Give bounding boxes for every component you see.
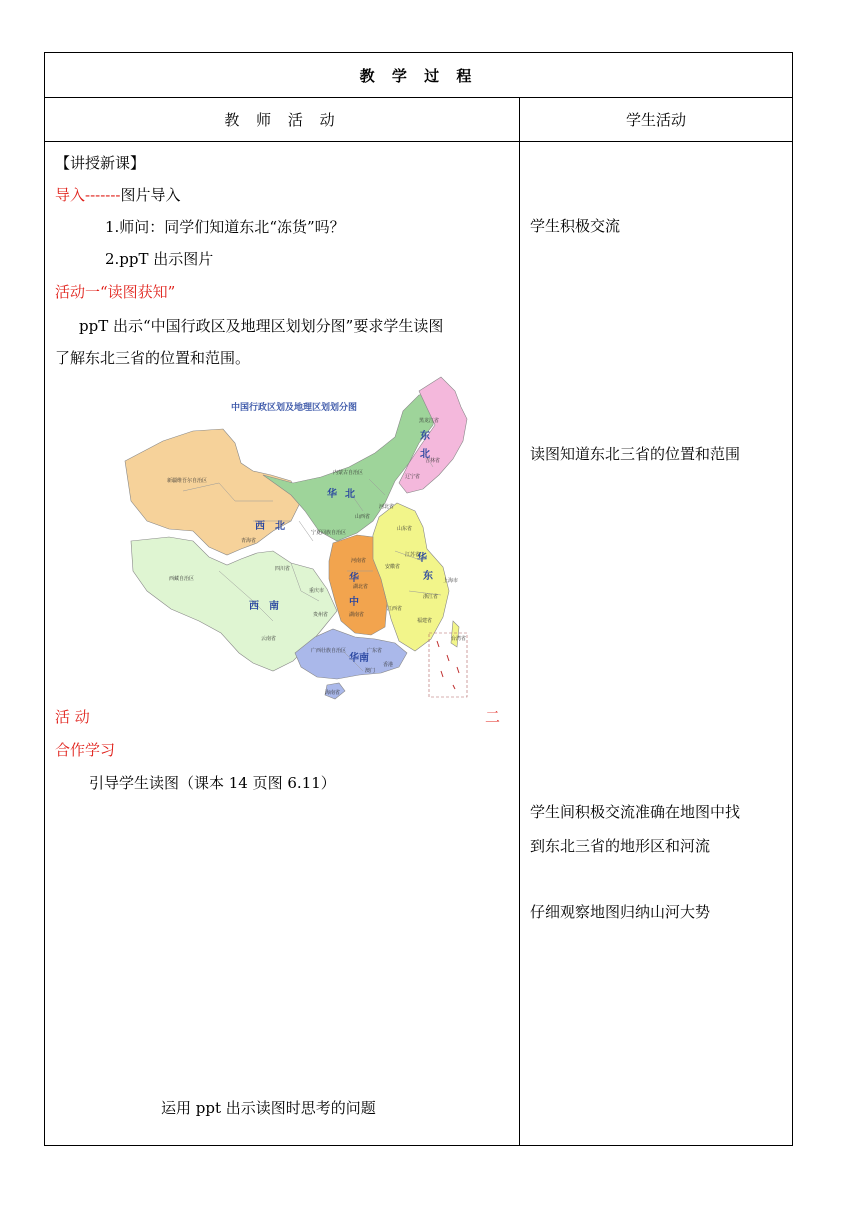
prov-xinjiang: 新疆维吾尔自治区 <box>167 478 208 484</box>
prov-jiangsu: 江苏省 <box>405 552 421 558</box>
question-2: 2.ppT 出示图片 <box>105 250 214 268</box>
label-northeast-2: 北 <box>420 449 430 460</box>
teacher-column-header: 教 师 活 动 <box>224 111 341 129</box>
prov-heilongjiang: 黑龙江省 <box>419 418 440 424</box>
lesson-table <box>44 52 793 1146</box>
prov-hainan: 海南省 <box>325 690 341 696</box>
prov-guangxi: 广西壮族自治区 <box>311 648 347 654</box>
question-1: 1.师问：同学们知道东北“冻货”吗？ <box>105 218 345 236</box>
label-east-2: 东 <box>423 571 433 582</box>
region-northwest <box>125 429 301 555</box>
prov-jiangxi: 江西省 <box>387 606 403 612</box>
activity-2-heading-left: 活 动 <box>55 708 90 726</box>
prov-guizhou: 贵州省 <box>313 612 329 618</box>
activity-1-text-2: 了解东北三省的位置和范围。 <box>55 349 251 367</box>
student-activity-1: 学生积极交流 <box>530 217 621 235</box>
activity-1-heading: 活动一“读图获知” <box>55 283 176 301</box>
prov-taiwan: 台湾省 <box>451 636 467 642</box>
student-activity-2: 读图知道东北三省的位置和范围 <box>530 445 741 463</box>
prov-xianggang: 香港 <box>383 662 394 668</box>
south-sea-inset <box>429 633 467 697</box>
column-divider <box>519 98 520 1145</box>
student-column-header: 学生活动 <box>625 111 686 129</box>
prov-jilin: 吉林省 <box>425 458 441 464</box>
prov-ningxia: 宁夏回族自治区 <box>311 530 347 536</box>
activity-1-text-1: ppT 出示“中国行政区及地理区划划分图”要求学生读图 <box>79 317 444 335</box>
label-central-2: 中 <box>349 597 359 608</box>
intro-line <box>55 184 181 205</box>
label-southwest-2: 南 <box>269 601 279 612</box>
prov-aomen: 澳门 <box>365 668 376 674</box>
prov-guangdong: 广东省 <box>367 648 383 654</box>
section-heading: 【讲授新课】 <box>55 154 146 172</box>
china-map-svg <box>123 371 468 703</box>
region-taiwan <box>451 621 459 647</box>
label-southwest-1: 西 <box>249 601 259 612</box>
prov-sichuan: 四川省 <box>275 566 291 572</box>
label-northeast-1: 东 <box>420 431 430 442</box>
prov-shandong: 山东省 <box>397 526 413 532</box>
prov-hubei: 湖北省 <box>353 584 369 590</box>
student-activity-3b: 到东北三省的地形区和河流 <box>530 837 711 855</box>
nine-dash-line <box>437 641 459 689</box>
map-title: 中国行政区划及地理区划划分图 <box>231 403 358 413</box>
student-activity-3a: 学生间积极交流准确在地图中找 <box>530 803 741 821</box>
intro-label: 导入------- <box>55 186 121 204</box>
prov-hebei: 河北省 <box>379 504 395 510</box>
table-title: 教 学 过 程 <box>45 53 792 98</box>
guide-reading: 引导学生读图（课本 14 页图 6.11） <box>89 774 336 792</box>
prov-zhejiang: 浙江省 <box>423 594 439 600</box>
label-north-2: 北 <box>345 489 355 500</box>
prov-anhui: 安徽省 <box>385 564 401 570</box>
prov-neimenggu: 内蒙古自治区 <box>333 470 364 476</box>
prov-fujian: 福建省 <box>417 618 433 624</box>
prov-xizang: 西藏自治区 <box>169 576 195 582</box>
label-central-1: 华 <box>349 573 359 584</box>
label-south: 华南 <box>349 653 369 664</box>
intro-text: 图片导入 <box>120 186 181 204</box>
activity-2-heading-right: 二 <box>485 708 501 726</box>
ppt-questions: 运用 ppt 出示读图时思考的问题 <box>161 1099 376 1117</box>
activity-2-subheading: 合作学习 <box>55 741 116 759</box>
label-northwest-2: 北 <box>275 521 285 532</box>
prov-hunan: 湖南省 <box>349 612 365 618</box>
student-activity-4: 仔细观察地图归纳山河大势 <box>530 903 711 921</box>
header-row <box>45 98 792 142</box>
label-northwest-1: 西 <box>255 521 265 532</box>
prov-henan: 河南省 <box>351 558 367 564</box>
label-east-1: 华 <box>417 553 427 564</box>
prov-chongqing: 重庆市 <box>309 588 325 594</box>
prov-shanxi: 山西省 <box>355 514 371 520</box>
label-north-1: 华 <box>327 489 337 500</box>
prov-qinghai: 青海省 <box>241 538 257 544</box>
prov-yunnan: 云南省 <box>261 636 277 642</box>
china-map-figure <box>123 371 468 703</box>
prov-liaoning: 辽宁省 <box>405 474 421 480</box>
prov-shanghai: 上海市 <box>443 578 459 584</box>
